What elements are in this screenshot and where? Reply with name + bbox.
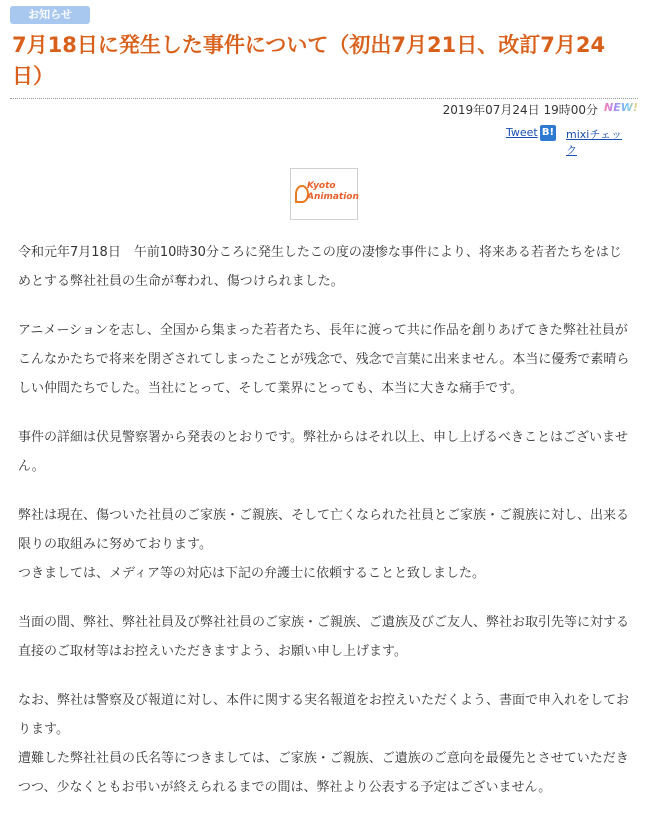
- tweet-link[interactable]: Tweet: [506, 126, 538, 139]
- title-divider: [10, 98, 638, 99]
- mixi-check-link[interactable]: mixiチェック: [566, 128, 623, 157]
- paragraph-6: なお、弊社は警察及び報道に対し、本件に関する実名報道をお控えいただくよう、書面で申入れをしております。 遭難した弊社社員の氏名等につきましては、ご家族・ご親族、ご遺族のご意向を最優先とさせていただきつつ、少なくともお弔いが終えられるまでの間は、弊社より公表する予定はございません。: [18, 693, 630, 795]
- page-title: 7月18日に発生した事件について（初出7月21日、改訂7月24日）: [12, 33, 606, 88]
- paragraph-5: 当面の間、弊社、弊社社員及び弊社社員のご家族・ご親族、ご遺族及びご友人、弊社お取引先等に対する直接のご取材等はお控えいただきますよう、お願い申し上げます。: [18, 615, 630, 659]
- paragraph-4: 弊社は現在、傷ついた社員のご家族・ご親族、そして亡くなられた社員とご家族・ご親族に対し、出来る限りの取組みに努めております。 つきましては、メディア等の対応は下記の弁護士に依頼することと致しました。: [18, 508, 630, 581]
- post-date: 2019年07月24日 19時00分: [442, 103, 598, 117]
- new-badge: NEW!: [604, 101, 638, 114]
- article-body: [18, 238, 630, 822]
- paragraph-2: アニメーションを志し、全国から集まった若者たち、長年に渡って共に作品を創りあげてきた弊社社員がこんなかたちで将来を閉ざされてしまったことが残念で、残念で言葉に出来ません。本当に優秀で素晴らしい仲間たちでした。当社にとって、そして業界にとっても、本当に大きな痛手です。: [18, 323, 630, 396]
- kyoto-animation-logo: [290, 168, 358, 220]
- category-badge: お知らせ: [10, 6, 90, 24]
- hatena-bookmark-icon[interactable]: B!: [540, 125, 556, 141]
- paragraph-1: 令和元年7月18日 午前10時30分ころに発生したこの度の凄惨な事件により、将来ある若者たちをはじめとする弊社社員の生命が奪われ、傷つけられました。: [18, 245, 622, 289]
- paragraph-3: 事件の詳細は伏見警察署から発表のとおりです。弊社からはそれ以上、申し上げるべきことはございません。: [18, 430, 628, 474]
- logo-text: Kyoto Animation: [307, 181, 359, 202]
- social-share-row: [460, 124, 632, 157]
